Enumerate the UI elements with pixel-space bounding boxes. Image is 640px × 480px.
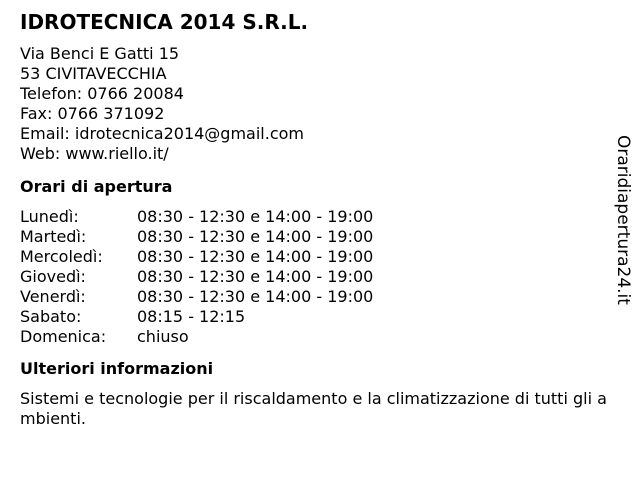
day-label: Domenica: [20, 327, 107, 346]
additional-info-text: Sistemi e tecnologie per il riscaldamento e la climatizzazione di tutti gli ambienti. [20, 389, 607, 428]
business-name: IDROTECNICA 2014 S.R.L. [20, 10, 309, 34]
day-hours: 08:30 - 12:30 e 14:00 - 19:00 [137, 227, 374, 246]
additional-info-heading: Ulteriori informazioni [20, 359, 214, 378]
side-brand-watermark: Oraridiapertura24.it [613, 135, 633, 305]
day-label: Mercoledì: [20, 247, 103, 266]
day-label: Venerdì: [20, 287, 86, 306]
email-address: Email: idrotecnica2014@gmail.com [20, 124, 304, 143]
day-hours: 08:30 - 12:30 e 14:00 - 19:00 [137, 207, 374, 226]
address-city: 53 CIVITAVECCHIA [20, 64, 167, 83]
hours-row-wednesday [20, 247, 373, 267]
hours-row-sunday [20, 327, 373, 347]
phone-number: Telefon: 0766 20084 [20, 84, 184, 103]
opening-hours-table [20, 207, 373, 347]
day-hours: chiuso [137, 327, 189, 346]
address-street: Via Benci E Gatti 15 [20, 44, 180, 63]
day-hours: 08:30 - 12:30 e 14:00 - 19:00 [137, 247, 374, 266]
hours-row-saturday [20, 307, 373, 327]
hours-row-tuesday [20, 227, 373, 247]
hours-row-friday [20, 287, 373, 307]
hours-row-thursday [20, 267, 373, 287]
hours-row-monday [20, 207, 373, 227]
day-label: Martedì: [20, 227, 87, 246]
day-hours: 08:30 - 12:30 e 14:00 - 19:00 [137, 267, 374, 286]
day-label: Giovedì: [20, 267, 86, 286]
day-hours: 08:30 - 12:30 e 14:00 - 19:00 [137, 287, 374, 306]
business-card [20, 10, 607, 429]
website-address: Web: www.riello.it/ [20, 144, 169, 163]
day-hours: 08:15 - 12:15 [137, 307, 246, 326]
opening-hours-heading: Orari di apertura [20, 177, 173, 196]
day-label: Lunedì: [20, 207, 79, 226]
fax-number: Fax: 0766 371092 [20, 104, 165, 123]
day-label: Sabato: [20, 307, 82, 326]
